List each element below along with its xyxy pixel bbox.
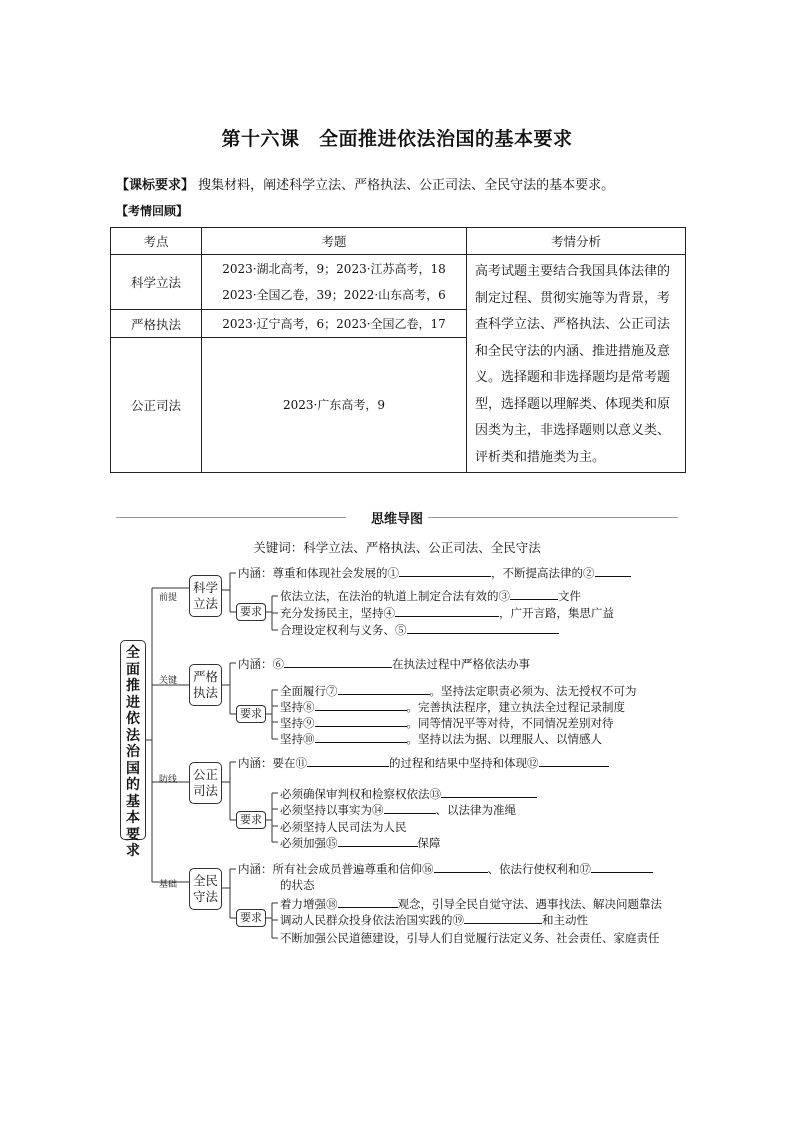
requirement-item: 充分发扬民主，坚持④ ，广开言路，集思广益 [280,606,614,620]
page-title: 第十六课 全面推进依法治国的基本要求 [221,128,573,150]
branch-content: 内涵：要在⑪ 的过程和结果中坚持和体现⑫ [238,755,609,771]
branch-content: 内涵：尊重和体现社会发展的① ，不断提高法律的② [238,565,631,581]
mindmap-heading-label: 思维导图 [370,512,423,527]
requirement-item: 坚持⑨ 。同等情况平等对待，不同情况差别对待 [280,716,614,730]
review-label: 【考情回顾】 [116,204,189,218]
requirement-item: 不断加强公民道德建设，引导人们自觉履行法定义务、社会责任、家庭责任 [280,931,660,945]
requirement-item: 必须确保审判权和检察权依法⑬ [280,786,537,802]
require-box: 要求 [236,811,266,829]
header-topic: 考题 [202,228,467,255]
branch-content: 内涵：所有社会成员普遍尊重和信仰⑯ 、依法行使权利和⑰ [238,861,653,877]
branch-content: 内涵：⑥ 在执法过程中严格依法办事 [238,657,530,671]
require-box: 要求 [236,603,266,621]
standard-text: 搜集材料，阐述科学立法、严格执法、公正司法、全民守法的基本要求。 [198,178,615,193]
role-label: 前提 [159,593,178,603]
require-box: 要求 [236,909,266,927]
role-label: 关键 [159,676,178,686]
branch-kexue-lifa: 科学立法 [189,575,222,617]
topic-line: 2023·全国乙卷，39；2022·山东高考，6 [222,288,446,302]
mindmap-root: 全面推进依法治国的基本要求 [120,640,146,840]
role-label: 防线 [159,775,178,785]
point-cell: 科学立法 [111,255,202,310]
branch-yange-zhifa: 严格执法 [189,664,222,706]
analysis-cell: 高考试题主要结合我国具体法律的制定过程、贯彻实施等为背景，考查科学立法、严格执法、公正司法和全民守法的内涵、推进措施及意义。选择题和非选择题均是常考题型，选择题以理解类、体现类和原因类为主，非选择题则以意义类、评析类和措施类为主。 [467,255,686,473]
header-point: 考点 [111,228,202,255]
standard-label: 【课标要求】 [116,178,195,193]
branch-quanmin-shoufa: 全民守法 [189,868,222,910]
requirement-item: 必须坚持以事实为⑭ 、以法律为准绳 [280,803,516,817]
topic-line: 2023·湖北高考，9；2023·江苏高考，18 [222,262,446,276]
point-cell: 严格执法 [111,310,202,338]
requirement-item: 坚持⑩ 。坚持以法为据、以理服人、以情感人 [280,732,602,746]
requirement-item: 全面履行⑦ 。坚持法定职责必须为、法无授权不可为 [280,684,637,698]
requirement-item: 依法立法，在法治的轨道上制定合法有效的③ 文件 [280,589,581,603]
role-label: 基础 [159,880,178,890]
point-cell: 公正司法 [111,338,202,473]
keywords: 关键词：科学立法、严格执法、公正司法、全民守法 [253,540,541,555]
branch-gongzheng-sifa: 公正司法 [189,762,222,804]
header-analysis: 考情分析 [467,228,686,255]
require-box: 要求 [236,705,266,723]
requirement-item: 坚持⑧ 。完善执法程序，建立执法全过程记录制度 [280,700,625,714]
branch-content-continued: 的状态 [280,878,315,892]
topic-cell: 2023·广东高考，9 [202,338,467,473]
requirement-item: 必须加强⑮ 保障 [280,836,441,850]
requirement-item: 着力增强⑱ 观念，引导全民自觉守法、遇事找法、解决问题靠法 [280,897,662,911]
requirement-item: 合理设定权利与义务、⑤ [280,622,559,638]
topic-cell: 2023·辽宁高考，6；2023·全国乙卷，17 [202,310,467,338]
requirement-item: 必须坚持人民司法为人民 [280,820,407,834]
requirement-item: 调动人民群众投身依法治国实践的⑲ 和主动性 [280,913,588,927]
